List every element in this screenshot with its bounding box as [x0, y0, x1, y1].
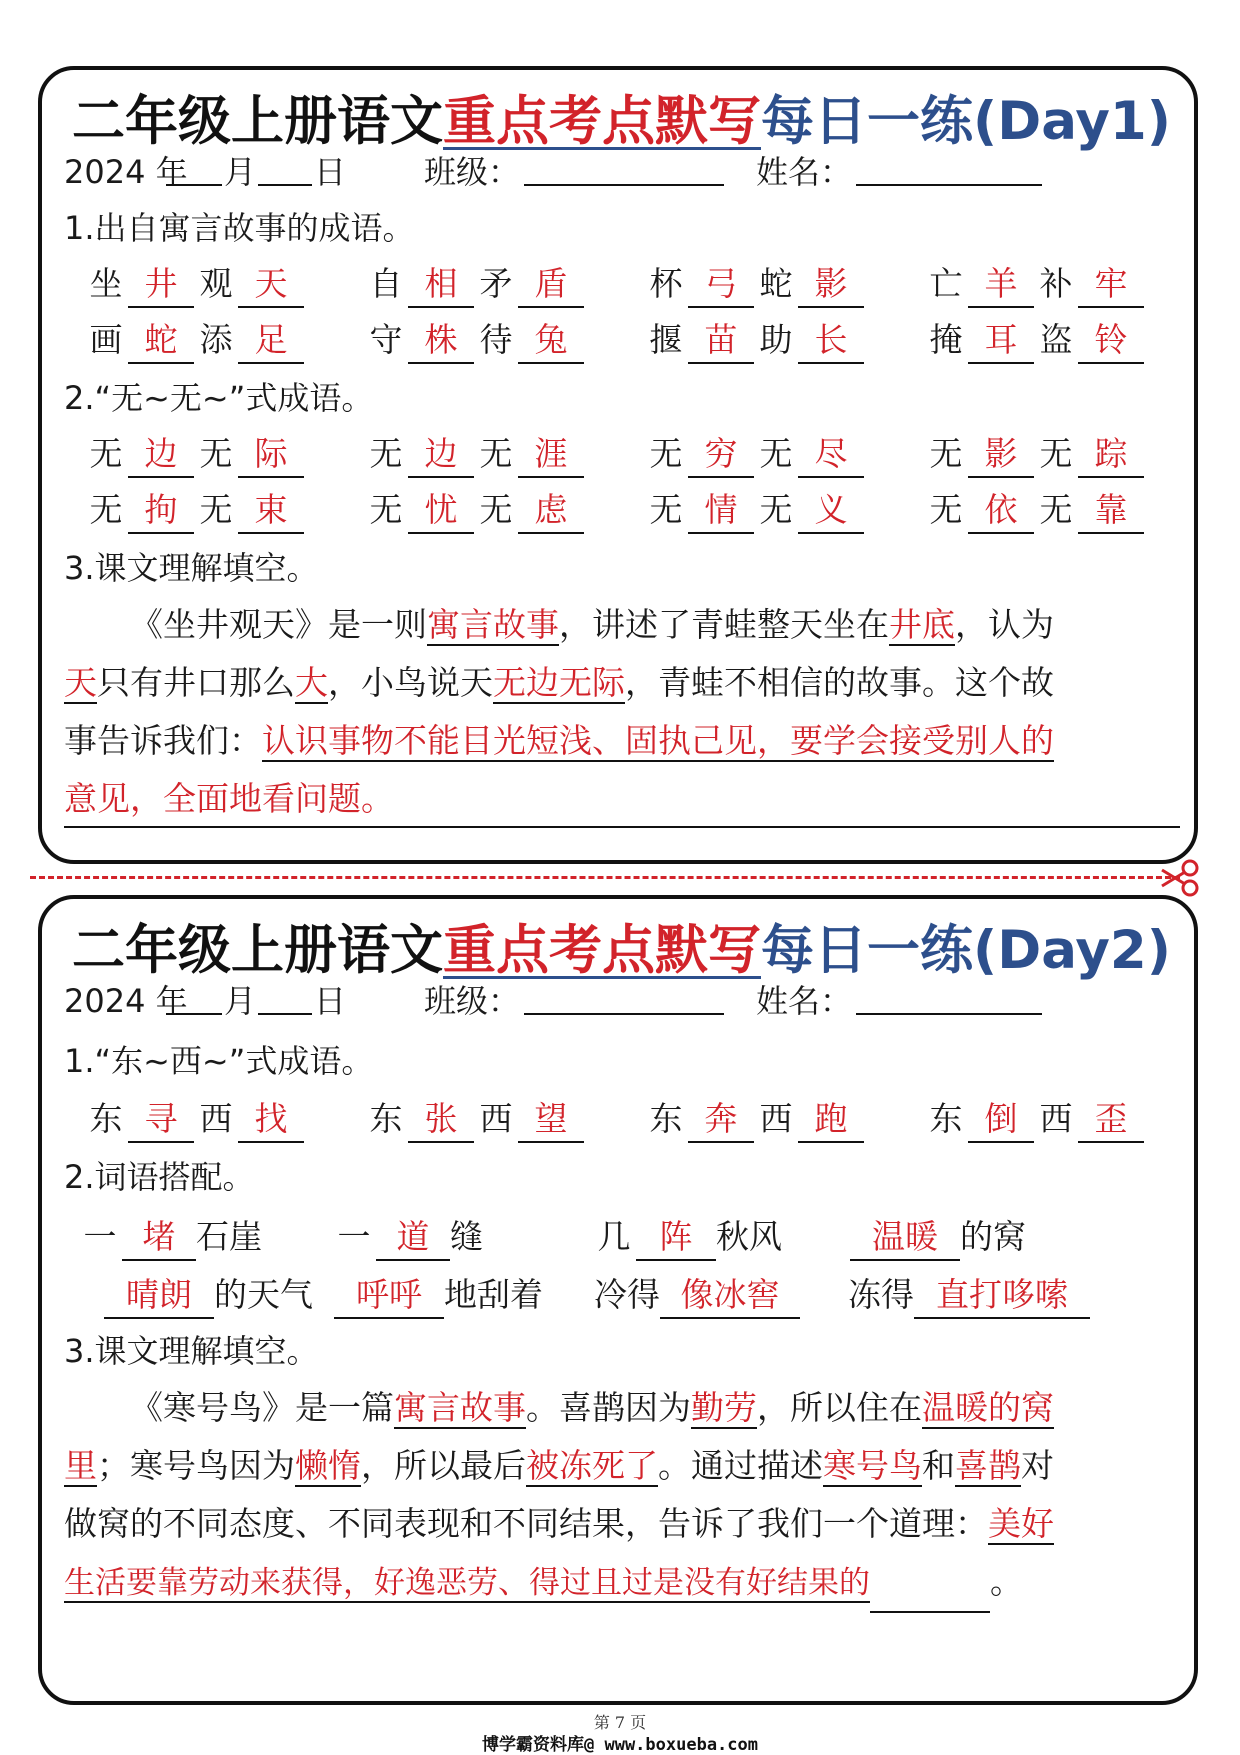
given-text: 地刮着	[444, 1275, 543, 1314]
idiom-item	[364, 426, 584, 482]
answer-blank[interactable]: 生活要靠劳动来获得，好逸恶劳、得过且过是没有好结果的	[64, 1565, 870, 1601]
given-char: 东	[89, 1099, 123, 1138]
passage-text: 做窝的不同态度、不同表现和不同结果，告诉了我们一个道理：	[64, 1504, 988, 1543]
given-char: 西	[199, 1099, 233, 1138]
passage-text: 《坐井观天》是一则	[130, 605, 427, 644]
answer-blank[interactable]: 影	[968, 432, 1034, 478]
answer-blank[interactable]: 井	[128, 262, 194, 308]
q2-heading: 2.词语搭配。	[64, 1158, 255, 1196]
answer-blank[interactable]: 跑	[798, 1097, 864, 1143]
answer-blank[interactable]: 靠	[1078, 488, 1144, 534]
answer-blank[interactable]: 尽	[798, 432, 864, 478]
collocation-item	[592, 1209, 782, 1265]
passage-text: ；寒号鸟因为	[97, 1446, 295, 1485]
page-number: 第 7 页	[593, 1713, 647, 1732]
given-char: 无	[649, 434, 683, 473]
given-char: 无	[199, 434, 233, 473]
given-char: 补	[1039, 264, 1073, 303]
answer-blank[interactable]: 寻	[128, 1097, 194, 1143]
answer-blank[interactable]: 懒惰	[295, 1446, 361, 1485]
answer-blank[interactable]: 踪	[1078, 432, 1144, 478]
month-label: 月	[224, 982, 257, 1020]
answer-blank[interactable]: 无边无际	[493, 663, 625, 702]
answer-blank[interactable]: 勤劳	[691, 1388, 757, 1427]
idiom-item	[84, 256, 304, 312]
q2-row-1	[64, 1209, 1184, 1265]
passage-line	[64, 770, 1180, 828]
idiom-item	[364, 256, 584, 312]
idiom-item	[364, 482, 584, 538]
collocation-item	[332, 1209, 483, 1265]
footer-watermark: 博学霸资料库@ www.boxueba.com	[482, 1735, 758, 1755]
answer-blank[interactable]: 道	[376, 1215, 450, 1261]
idiom-item	[924, 482, 1144, 538]
passage-text: 只有井口那么	[97, 663, 295, 702]
class-label: 班级：	[424, 153, 521, 191]
given-char: 观	[199, 264, 233, 303]
given-char: 西	[759, 1099, 793, 1138]
collocation-item	[334, 1267, 543, 1323]
given-char: 助	[759, 320, 793, 359]
answer-blank[interactable]: 寒号鸟	[823, 1446, 922, 1485]
title-part-daily: 每日一练(Day2)	[761, 920, 1171, 981]
answer-blank[interactable]: 铃	[1078, 318, 1144, 364]
given-text: 的天气	[214, 1275, 313, 1314]
passage-line	[64, 1495, 1180, 1553]
passage-text: 。通过描述	[658, 1446, 823, 1485]
given-char: 西	[479, 1099, 513, 1138]
answer-blank[interactable]: 株	[408, 318, 474, 364]
given-char: 杯	[649, 264, 683, 303]
given-char: 守	[369, 320, 403, 359]
month-label: 月	[224, 153, 257, 191]
meta-row	[64, 979, 1172, 1023]
class-blank[interactable]	[524, 979, 724, 1015]
answer-blank[interactable]: 井底	[889, 605, 955, 644]
answer-blank[interactable]: 拘	[128, 488, 194, 534]
given-char: 待	[479, 320, 513, 359]
given-text: 石崖	[196, 1217, 262, 1256]
collocation-item	[104, 1267, 313, 1323]
given-char: 西	[1039, 1099, 1073, 1138]
q1-row-1	[64, 1091, 1184, 1147]
answer-blank[interactable]: 束	[238, 488, 304, 534]
idiom-item	[924, 312, 1144, 368]
given-text: 秋风	[716, 1217, 782, 1256]
given-char: 无	[929, 490, 963, 529]
answer-blank[interactable]: 穷	[688, 432, 754, 478]
answer-blank[interactable]: 喜鹊	[955, 1446, 1021, 1485]
meta-row	[64, 150, 1172, 194]
class-blank[interactable]	[524, 150, 724, 186]
scissors-icon	[1160, 856, 1204, 900]
given-char: 无	[199, 490, 233, 529]
answer-blank[interactable]: 耳	[968, 318, 1034, 364]
answer-blank[interactable]: 兔	[518, 318, 584, 364]
given-char: 无	[479, 490, 513, 529]
title-part-focus: 重点考点默写	[443, 920, 761, 981]
answer-blank[interactable]: 张	[408, 1097, 474, 1143]
class-label: 班级：	[424, 982, 521, 1020]
idiom-item	[84, 1091, 304, 1147]
given-char: 画	[89, 320, 123, 359]
answer-blank[interactable]: 苗	[688, 318, 754, 364]
idiom-item	[644, 1091, 864, 1147]
given-char: 无	[1039, 434, 1073, 473]
idiom-item	[644, 482, 864, 538]
name-blank[interactable]	[856, 979, 1042, 1015]
passage-text: 和	[922, 1446, 955, 1485]
answer-blank[interactable]: 蛇	[128, 318, 194, 364]
idiom-item	[924, 426, 1144, 482]
answer-blank[interactable]: 像冰窖	[660, 1273, 800, 1319]
collocation-item	[848, 1267, 1090, 1323]
answer-blank[interactable]: 足	[238, 318, 304, 364]
idiom-item	[364, 1091, 584, 1147]
title-part-grade: 二年级上册语文	[72, 920, 443, 981]
passage-text: 对	[1021, 1446, 1054, 1485]
given-text: 冻得	[848, 1275, 914, 1314]
day-label: 日	[314, 153, 347, 191]
year-label: 2024 年	[64, 982, 188, 1020]
given-char: 坐	[89, 264, 123, 303]
given-char: 无	[759, 490, 793, 529]
collocation-item	[850, 1209, 1026, 1265]
given-char: 自	[369, 264, 403, 303]
given-char: 亡	[929, 264, 963, 303]
answer-blank[interactable]: 美好	[988, 1504, 1054, 1543]
passage-text: 事告诉我们：	[64, 721, 262, 760]
answer-blank[interactable]: 边	[408, 432, 474, 478]
q3-heading: 3.课文理解填空。	[64, 1332, 319, 1370]
given-char: 东	[929, 1099, 963, 1138]
passage-line	[64, 1437, 1180, 1495]
q1-row-2	[64, 312, 1184, 368]
answer-blank[interactable]: 找	[238, 1097, 304, 1143]
q3-heading: 3.课文理解填空。	[64, 549, 319, 587]
passage-line	[64, 596, 1180, 654]
title-part-focus: 重点考点默写	[443, 91, 761, 152]
q1-heading: 1.“东~西~”式成语。	[64, 1042, 374, 1080]
q2-row-2	[64, 1267, 1184, 1323]
q3-passage	[64, 1379, 1180, 1611]
given-char: 无	[89, 490, 123, 529]
collocation-item	[78, 1209, 262, 1265]
name-label: 姓名：	[756, 982, 853, 1020]
answer-blank[interactable]: 影	[798, 262, 864, 308]
given-text: 的窝	[960, 1217, 1026, 1256]
answer-blank[interactable]: 堵	[122, 1215, 196, 1261]
passage-text: ，青蛙不相信的故事。这个故	[625, 663, 1054, 702]
given-char: 无	[369, 434, 403, 473]
passage-text: 。	[990, 1562, 1023, 1601]
q1-row-1	[64, 256, 1184, 312]
idiom-item	[644, 256, 864, 312]
month-blank[interactable]	[166, 150, 222, 186]
answer-blank[interactable]: 寓言故事	[427, 605, 559, 644]
given-char: 无	[89, 434, 123, 473]
title-part-grade: 二年级上册语文	[72, 91, 443, 152]
given-char: 东	[369, 1099, 403, 1138]
answer-blank[interactable]: 温暖	[850, 1215, 960, 1261]
answer-blank[interactable]: 天	[238, 262, 304, 308]
cut-line	[30, 876, 1180, 879]
collocation-item	[594, 1267, 800, 1323]
given-char: 盗	[1039, 320, 1073, 359]
answer-blank[interactable]: 天	[64, 663, 97, 702]
passage-line	[64, 654, 1180, 712]
given-char: 添	[199, 320, 233, 359]
idiom-item	[84, 312, 304, 368]
passage-text: ，讲述了青蛙整天坐在	[559, 605, 889, 644]
given-char: 东	[649, 1099, 683, 1138]
idiom-item	[644, 426, 864, 482]
name-label: 姓名：	[756, 153, 853, 191]
answer-blank[interactable]: 长	[798, 318, 864, 364]
given-text: 几	[597, 1217, 631, 1256]
day-label: 日	[314, 982, 347, 1020]
given-text: 一	[83, 1217, 117, 1256]
given-char: 无	[649, 490, 683, 529]
answer-blank[interactable]: 牢	[1078, 262, 1144, 308]
answer-blank[interactable]: 大	[295, 663, 328, 702]
name-blank[interactable]	[856, 150, 1042, 186]
month-blank[interactable]	[166, 979, 222, 1015]
day-blank[interactable]	[258, 979, 312, 1015]
passage-line	[64, 1379, 1180, 1437]
given-char: 矛	[479, 264, 513, 303]
passage-text: ，认为	[955, 605, 1054, 644]
passage-text: ，小鸟说天	[328, 663, 493, 702]
answer-blank[interactable]: 情	[688, 488, 754, 534]
answer-blank[interactable]: 涯	[518, 432, 584, 478]
answer-blank[interactable]: 温暖的窝	[922, 1388, 1054, 1427]
answer-blank-tail[interactable]	[870, 1571, 990, 1613]
answer-blank[interactable]: 意见，全面地看问题。	[64, 779, 394, 818]
answer-blank[interactable]: 望	[518, 1097, 584, 1143]
idiom-item	[84, 426, 304, 482]
answer-blank[interactable]: 呼呼	[334, 1273, 444, 1319]
answer-blank[interactable]: 边	[128, 432, 194, 478]
answer-blank[interactable]: 直打哆嗦	[914, 1273, 1090, 1319]
q1-heading: 1.出自寓言故事的成语。	[64, 209, 415, 247]
idiom-item	[84, 482, 304, 538]
given-char: 无	[479, 434, 513, 473]
idiom-item	[364, 312, 584, 368]
answer-blank[interactable]: 盾	[518, 262, 584, 308]
answer-blank[interactable]: 倒	[968, 1097, 1034, 1143]
answer-blank[interactable]: 被冻死了	[526, 1446, 658, 1485]
q2-heading: 2.“无~无~”式成语。	[64, 379, 374, 417]
answer-blank[interactable]: 义	[798, 488, 864, 534]
answer-blank[interactable]: 相	[408, 262, 474, 308]
answer-blank[interactable]: 阵	[636, 1215, 716, 1261]
q3-passage	[64, 596, 1180, 828]
title-part-daily: 每日一练(Day1)	[761, 91, 1171, 152]
answer-blank[interactable]: 寓言故事	[394, 1388, 526, 1427]
worksheet-card-day1	[38, 66, 1198, 864]
answer-blank[interactable]: 奔	[688, 1097, 754, 1143]
given-char: 无	[1039, 490, 1073, 529]
answer-blank[interactable]: 忧	[408, 488, 474, 534]
answer-blank[interactable]: 际	[238, 432, 304, 478]
day-blank[interactable]	[258, 150, 312, 186]
given-char: 蛇	[759, 264, 793, 303]
q2-row-1	[64, 426, 1184, 482]
passage-line	[64, 712, 1180, 770]
year-label: 2024 年	[64, 153, 188, 191]
given-char: 无	[759, 434, 793, 473]
idiom-item	[924, 1091, 1144, 1147]
answer-blank[interactable]: 依	[968, 488, 1034, 534]
answer-blank[interactable]: 晴朗	[104, 1273, 214, 1319]
passage-text: ，所以最后	[361, 1446, 526, 1485]
answer-blank[interactable]: 羊	[968, 262, 1034, 308]
given-char: 掩	[929, 320, 963, 359]
given-char: 无	[929, 434, 963, 473]
passage-text: 。喜鹊因为	[526, 1388, 691, 1427]
answer-blank[interactable]: 认识事物不能目光短浅、固执己见，要学会接受别人的	[262, 721, 1054, 760]
idiom-item	[924, 256, 1144, 312]
given-char: 无	[369, 490, 403, 529]
answer-blank[interactable]: 里	[64, 1446, 97, 1485]
given-char: 揠	[649, 320, 683, 359]
answer-blank[interactable]: 歪	[1078, 1097, 1144, 1143]
given-text: 冷得	[594, 1275, 660, 1314]
given-text: 缝	[450, 1217, 483, 1256]
given-text: 一	[337, 1217, 371, 1256]
q2-row-2	[64, 482, 1184, 538]
passage-text: 《寒号鸟》是一篇	[130, 1388, 394, 1427]
passage-line	[64, 1553, 1180, 1611]
passage-text: ，所以住在	[757, 1388, 922, 1427]
worksheet-card-day2	[38, 895, 1198, 1705]
answer-blank[interactable]: 虑	[518, 488, 584, 534]
idiom-item	[644, 312, 864, 368]
answer-blank[interactable]: 弓	[688, 262, 754, 308]
